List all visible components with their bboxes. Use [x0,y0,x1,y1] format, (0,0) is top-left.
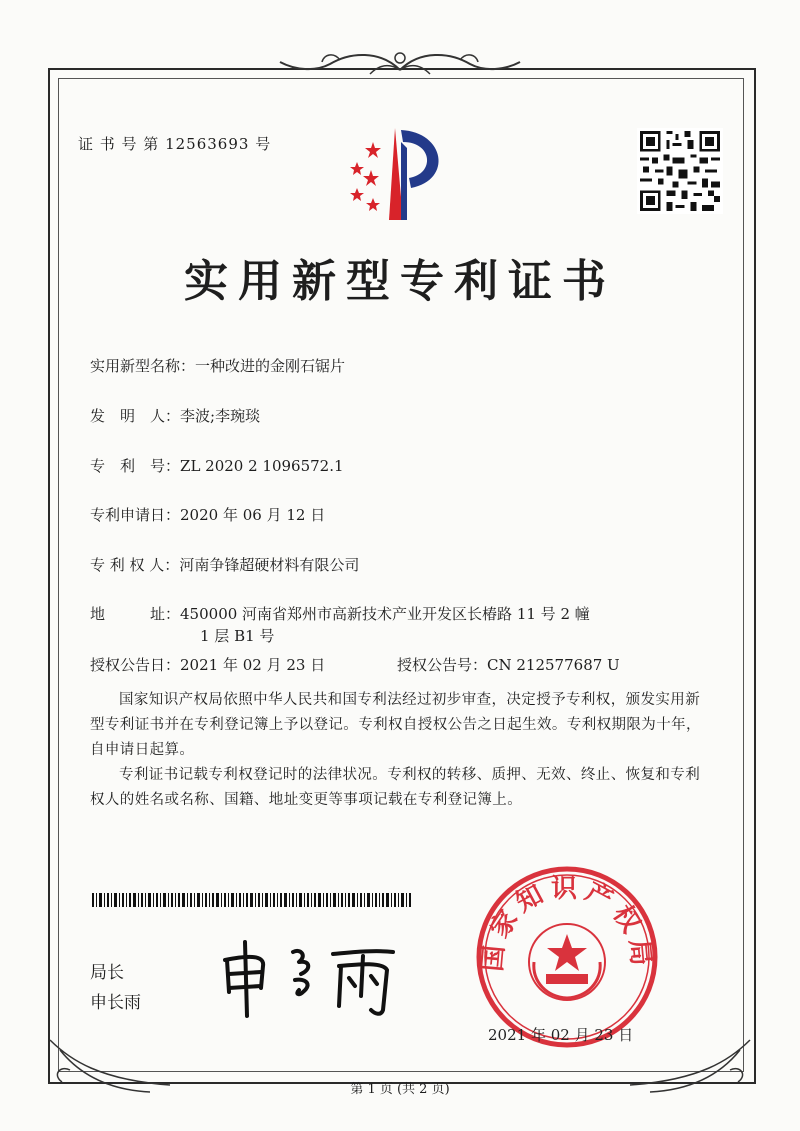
certificate-title: 实用新型专利证书 [184,256,616,307]
address-label: 地 址： [90,605,181,623]
patentee-label: 专 利 权 人： [90,556,180,574]
seal-date: 2021 年 02 月 23 日 [488,1026,634,1044]
patent-number-value: ZL 2020 2 1096572.1 [180,457,344,475]
filing-date-label: 专利申请日： [90,506,181,524]
address-line2: 1 层 B1 号 [200,627,275,645]
statement-paragraph-2: 专利证书记载专利权登记时的法律状况。专利权的转移、质押、无效、终止、恢复和专利权人的姓名或名称、国籍、地址变更等事项记载在专利登记簿上。 [90,767,701,808]
utility-model-name-value: 一种改进的金刚石锯片 [195,357,346,375]
director-name: 申长雨 [90,993,141,1013]
director-title: 局长 [90,963,124,983]
address-row [90,603,590,624]
filing-date-value: 2020 年 06 月 12 日 [180,506,326,524]
statement-paragraph-1: 国家知识产权局依照中华人民共和国专利法经过初步审查，决定授予专利权，颁发实用新型专利证书并在专利登记簿上予以登记。专利权自授权公告之日起生效。专利权期限为十年，自申请日起算。 [90,692,701,758]
grant-number-row [397,654,620,675]
utility-model-name-row [90,355,345,376]
grant-date-value: 2021 年 02 月 23 日 [180,656,326,674]
barcode [92,893,412,907]
address-line1: 450000 河南省郑州市高新技术产业开发区长椿路 11 号 2 幢 [180,605,590,623]
inventor-label: 发 明 人： [90,407,181,425]
filing-date-row [90,504,325,525]
grant-date-row [90,654,325,675]
director-signature [215,930,405,1020]
cnipa-logo-icon [335,120,465,225]
grant-number-label: 授权公告号： [397,656,488,674]
page-number: 第 1 页 (共 2 页) [350,1082,450,1097]
grant-date-label: 授权公告日： [90,656,181,674]
top-ornament [270,40,530,86]
inventor-value: 李波;李琬琰 [180,407,261,425]
patentee-value: 河南争锋超硬材料有限公司 [179,556,360,574]
qr-code [637,128,723,214]
patent-number-label: 专 利 号： [90,457,181,475]
patentee-row [90,554,359,575]
certificate-number: 证 书 号 第 12563693 号 [78,135,272,153]
inventor-row [90,405,260,426]
svg-text:国家知识产权局: 国家知识产权局 [477,874,657,973]
patent-number-row [90,455,344,476]
grant-number-value: CN 212577687 U [487,656,620,674]
utility-model-name-label: 实用新型名称： [90,357,196,375]
